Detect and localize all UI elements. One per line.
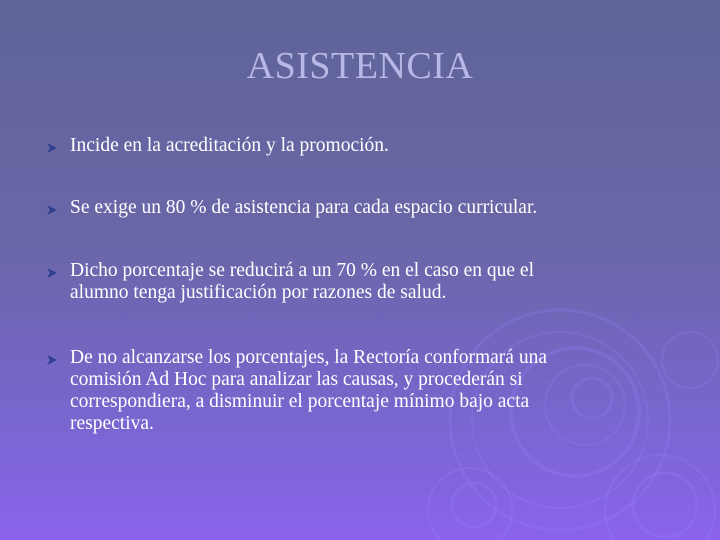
bullet-text: Se exige un 80 % de asistencia para cada espacio curricular. [70,197,538,218]
bullet-item [46,135,666,158]
bullet-item [46,347,666,435]
arrowhead-icon [46,138,70,158]
bullet-text: Dicho porcentaje se reducirá a un 70 % en el caso en que el alumno tenga justificación por razones de salud. [70,260,535,303]
bullet-item [46,260,666,304]
bullet-text: Incide en la acreditación y la promoción. [70,135,389,156]
arrowhead-icon [46,200,70,220]
arrowhead-icon [46,263,70,283]
slide-title: ASISTENCIA [246,45,474,87]
bullet-item [46,197,666,220]
bullet-text: De no alcanzarse los porcentajes, la Rectoría conformará una comisión Ad Hoc para analizar las causas, y procederán si correspondiera, a disminuir el porcentaje mínimo bajo acta respectiva. [70,347,547,434]
arrowhead-icon [46,350,70,370]
